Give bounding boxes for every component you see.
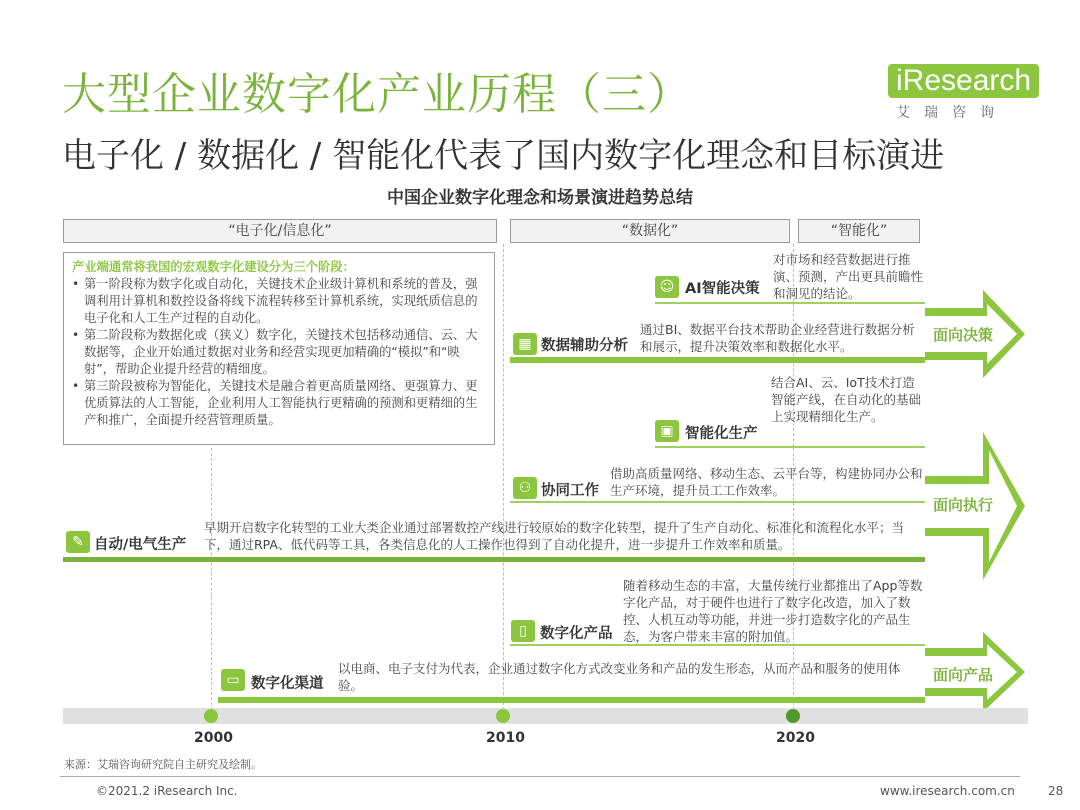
phase-data: “数据化” <box>510 219 790 243</box>
intro-box <box>63 252 495 445</box>
scene-desc-digital-product: 随着移动生态的丰富，大量传统行业都推出了App等数字化产品，对于硬件也进行了数字化改造，加入了数控、人机互动等功能，并进一步打造数字化的产品生态，为客户带来丰富的附加值。 <box>623 578 923 644</box>
scene-desc-smart-production: 结合AI、云、IoT技术打造智能产线，在自动化的基础上实现精细化生产。 <box>771 375 922 424</box>
ai-decision-bar <box>655 302 925 304</box>
scene-desc-data-analysis: 通过BI、数据平台技术帮助企业经营进行数据分析和展示，提升决策效率和数据化水平。 <box>640 322 915 354</box>
year-line-2010 <box>503 244 504 710</box>
outcome-decision: 面向决策 <box>933 326 994 344</box>
scene-label-automation: 自动/电气生产 <box>94 537 187 553</box>
page-number: 28 <box>1048 784 1064 798</box>
data-analysis-bar <box>510 357 925 363</box>
monitor-icon: ▭ <box>221 669 245 691</box>
digital-channel-bar <box>218 697 925 703</box>
year-dot-2020 <box>786 709 800 723</box>
outcome-product: 面向产品 <box>933 666 994 684</box>
intro-heading: 产业端通常将我国的宏观数字化建设分为三个阶段： <box>72 260 355 274</box>
smart-production-bar <box>655 446 925 448</box>
logo-wordmark: iResearch <box>888 64 1039 98</box>
scene-label-digital-product: 数字化产品 <box>540 626 613 642</box>
intro-item-3: • 第三阶段被称为智能化，关键技术是融合着更高质量网络、更强算力、更优质算法的人工智能，企业利用人工智能执行更精确的预测和更精细的生产和推广，全面提升经营管理质量。 <box>72 378 486 429</box>
iresearch-logo <box>888 64 1038 122</box>
logo-subtext: 艾瑞咨询 <box>896 105 1008 121</box>
digital-product-bar <box>510 644 925 646</box>
intro-item-1: • 第一阶段称为数字化或自动化，关键技术企业级计算机和系统的普及，强调利用计算机和数控设备将线下流程转移至计算机系统，实现纸质信息的电子化和人工生产过程的自动化。 <box>72 276 486 327</box>
page-subtitle: 电子化 / 数据化 / 智能化代表了国内数字化理念和目标演进 <box>62 136 945 176</box>
phase-intelligent: “智能化” <box>798 219 920 243</box>
scene-label-data-analysis: 数据辅助分析 <box>541 338 628 354</box>
scene-label-ai-decision: AI智能决策 <box>685 281 760 297</box>
year-dot-2010 <box>496 709 510 723</box>
page-title: 大型企业数字化产业历程（三） <box>62 69 692 120</box>
scene-desc-automation: 早期开启数字化转型的工业大类企业通过部署数控产线进行较原始的数字化转型，提升了生产自动化、标准化和流程化水平；当下，通过RPA、低代码等工具，各类信息化的人工操作也得到了自动化提升，进一步提升工作效率和质量。 <box>204 520 905 552</box>
intro-item-2: • 第二阶段称为数据化或（狭义）数字化，关键技术包括移动通信、云、大数据等，企业开始通过数据对业务和经营实现更加精确的“模拟”和“映射”，帮助企业提升经营的精细度。 <box>72 327 486 378</box>
scene-desc-digital-channel: 以电商、电子支付为代表，企业通过数字化方式改变业务和产品的发生形态，从而产品和服务的使用体验。 <box>338 661 901 693</box>
ai-head-icon: ☺ <box>655 276 679 298</box>
pencil-icon: ✎ <box>66 531 90 553</box>
robot-icon: ▣ <box>655 420 679 442</box>
scene-label-collaboration: 协同工作 <box>541 483 599 499</box>
year-label-2020: 2020 <box>776 730 815 746</box>
phase-electronic: “电子化/信息化” <box>63 219 497 243</box>
scene-desc-ai-decision: 对市场和经营数据进行推演、预测，产出更具前瞻性和洞见的结论。 <box>773 252 924 301</box>
outcome-execution: 面向执行 <box>933 496 994 514</box>
footer-divider <box>60 776 1020 777</box>
year-label-2010: 2010 <box>486 730 525 746</box>
footer-url[interactable]: www.iresearch.com.cn <box>880 784 1015 798</box>
network-icon: ⚇ <box>513 477 537 499</box>
automation-bar <box>63 557 925 562</box>
chart-icon: ▦ <box>513 333 537 355</box>
scene-label-smart-production: 智能化生产 <box>685 426 758 442</box>
chart-title: 中国企业数字化理念和场景演进趋势总结 <box>387 188 693 208</box>
collaboration-bar <box>510 501 925 503</box>
scene-desc-collaboration: 借助高质量网络、移动生态、云平台等，构建协同办公和生产环境，提升员工工作效率。 <box>610 466 923 498</box>
year-line-2000 <box>211 448 212 710</box>
year-label-2000: 2000 <box>194 730 233 746</box>
phone-icon: ▯ <box>511 620 535 642</box>
scene-label-digital-channel: 数字化渠道 <box>251 676 324 692</box>
footer-copyright: ©2021.2 iResearch Inc. <box>96 784 238 798</box>
year-dot-2000 <box>204 709 218 723</box>
source-note: 来源：艾瑞咨询研究院自主研究及绘制。 <box>64 758 262 771</box>
